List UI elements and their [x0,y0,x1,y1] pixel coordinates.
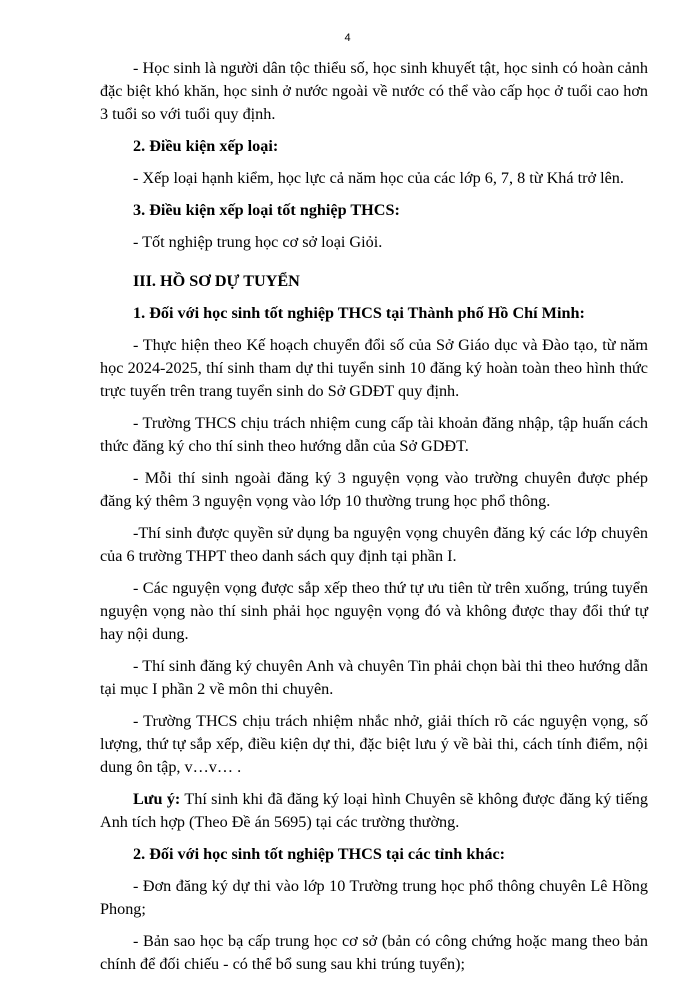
section-heading: 2. Đối với học sinh tốt nghiệp THCS tại các tỉnh khác: [133,845,506,863]
section-heading: III. HỒ SƠ DỰ TUYỂN [133,272,300,290]
section-heading: 2. Điều kiện xếp loại: [133,137,279,155]
paragraph: - Tốt nghiệp trung học cơ sở loại Giỏi. [133,233,383,251]
paragraph: - Trường THCS chịu trách nhiệm cung cấp tài khoản đăng nhập, tập huấn cách thức đăng ký cho thí sinh theo hướng dẫn của Sở GDĐT. [100,414,648,455]
section-heading: 1. Đối với học sinh tốt nghiệp THCS tại Thành phố Hồ Chí Minh: [133,304,585,322]
page-number: 4 [344,32,351,44]
paragraph: - Đơn đăng ký dự thi vào lớp 10 Trường trung học phổ thông chuyên Lê Hồng Phong; [100,877,648,918]
section-heading: 3. Điều kiện xếp loại tốt nghiệp THCS: [133,201,400,219]
note-label: Lưu ý: [133,790,181,808]
paragraph: - Thực hiện theo Kế hoạch chuyển đổi số của Sở Giáo dục và Đào tạo, từ năm học 2024-2025, thí sinh tham dự thi tuyển sinh 10 đăng ký hoàn toàn theo hình thức trực tuyến trên trang tuyển sinh do Sở GDĐT quy định. [100,336,648,400]
paragraph: - Mỗi thí sinh ngoài đăng ký 3 nguyện vọng vào trường chuyên được phép đăng ký thêm 3 nguyện vọng vào lớp 10 thường trung học phổ thông. [100,469,648,510]
paragraph: - Trường THCS chịu trách nhiệm nhắc nhở, giải thích rõ các nguyện vọng, số lượng, thứ tự sắp xếp, điều kiện dự thi, đặc biệt lưu ý về bài thi, cách tính điểm, nội dung ôn tập, v…v… . [100,712,648,776]
paragraph: - Học sinh là người dân tộc thiểu số, học sinh khuyết tật, học sinh có hoàn cảnh đặc biệt khó khăn, học sinh ở nước ngoài về nước có thể vào cấp học ở tuổi cao hơn 3 tuổi so với tuổi quy định. [100,59,648,123]
note-text: Thí sinh khi đã đăng ký loại hình Chuyên sẽ không được đăng ký tiếng Anh tích hợp (Theo Đề án 5695) tại các trường thường. [100,790,648,831]
document-body [100,57,648,976]
paragraph: - Bản sao học bạ cấp trung học cơ sở (bản có công chứng hoặc mang theo bản chính để đối chiếu - có thể bổ sung sau khi trúng tuyển); [100,932,648,973]
paragraph: -Thí sinh được quyền sử dụng ba nguyện vọng chuyên đăng ký các lớp chuyên của 6 trường THPT theo danh sách quy định tại phần I. [100,524,648,565]
note-paragraph [100,788,648,834]
paragraph: - Thí sinh đăng ký chuyên Anh và chuyên Tin phải chọn bài thi theo hướng dẫn tại mục I phần 2 về môn thi chuyên. [100,657,648,698]
paragraph: - Xếp loại hạnh kiểm, học lực cả năm học của các lớp 6, 7, 8 từ Khá trở lên. [133,169,624,187]
paragraph: - Các nguyện vọng được sắp xếp theo thứ tự ưu tiên từ trên xuống, trúng tuyển nguyện vọng nào thí sinh phải học nguyện vọng đó và không được thay đổi thứ tự hay nội dung. [100,579,648,643]
